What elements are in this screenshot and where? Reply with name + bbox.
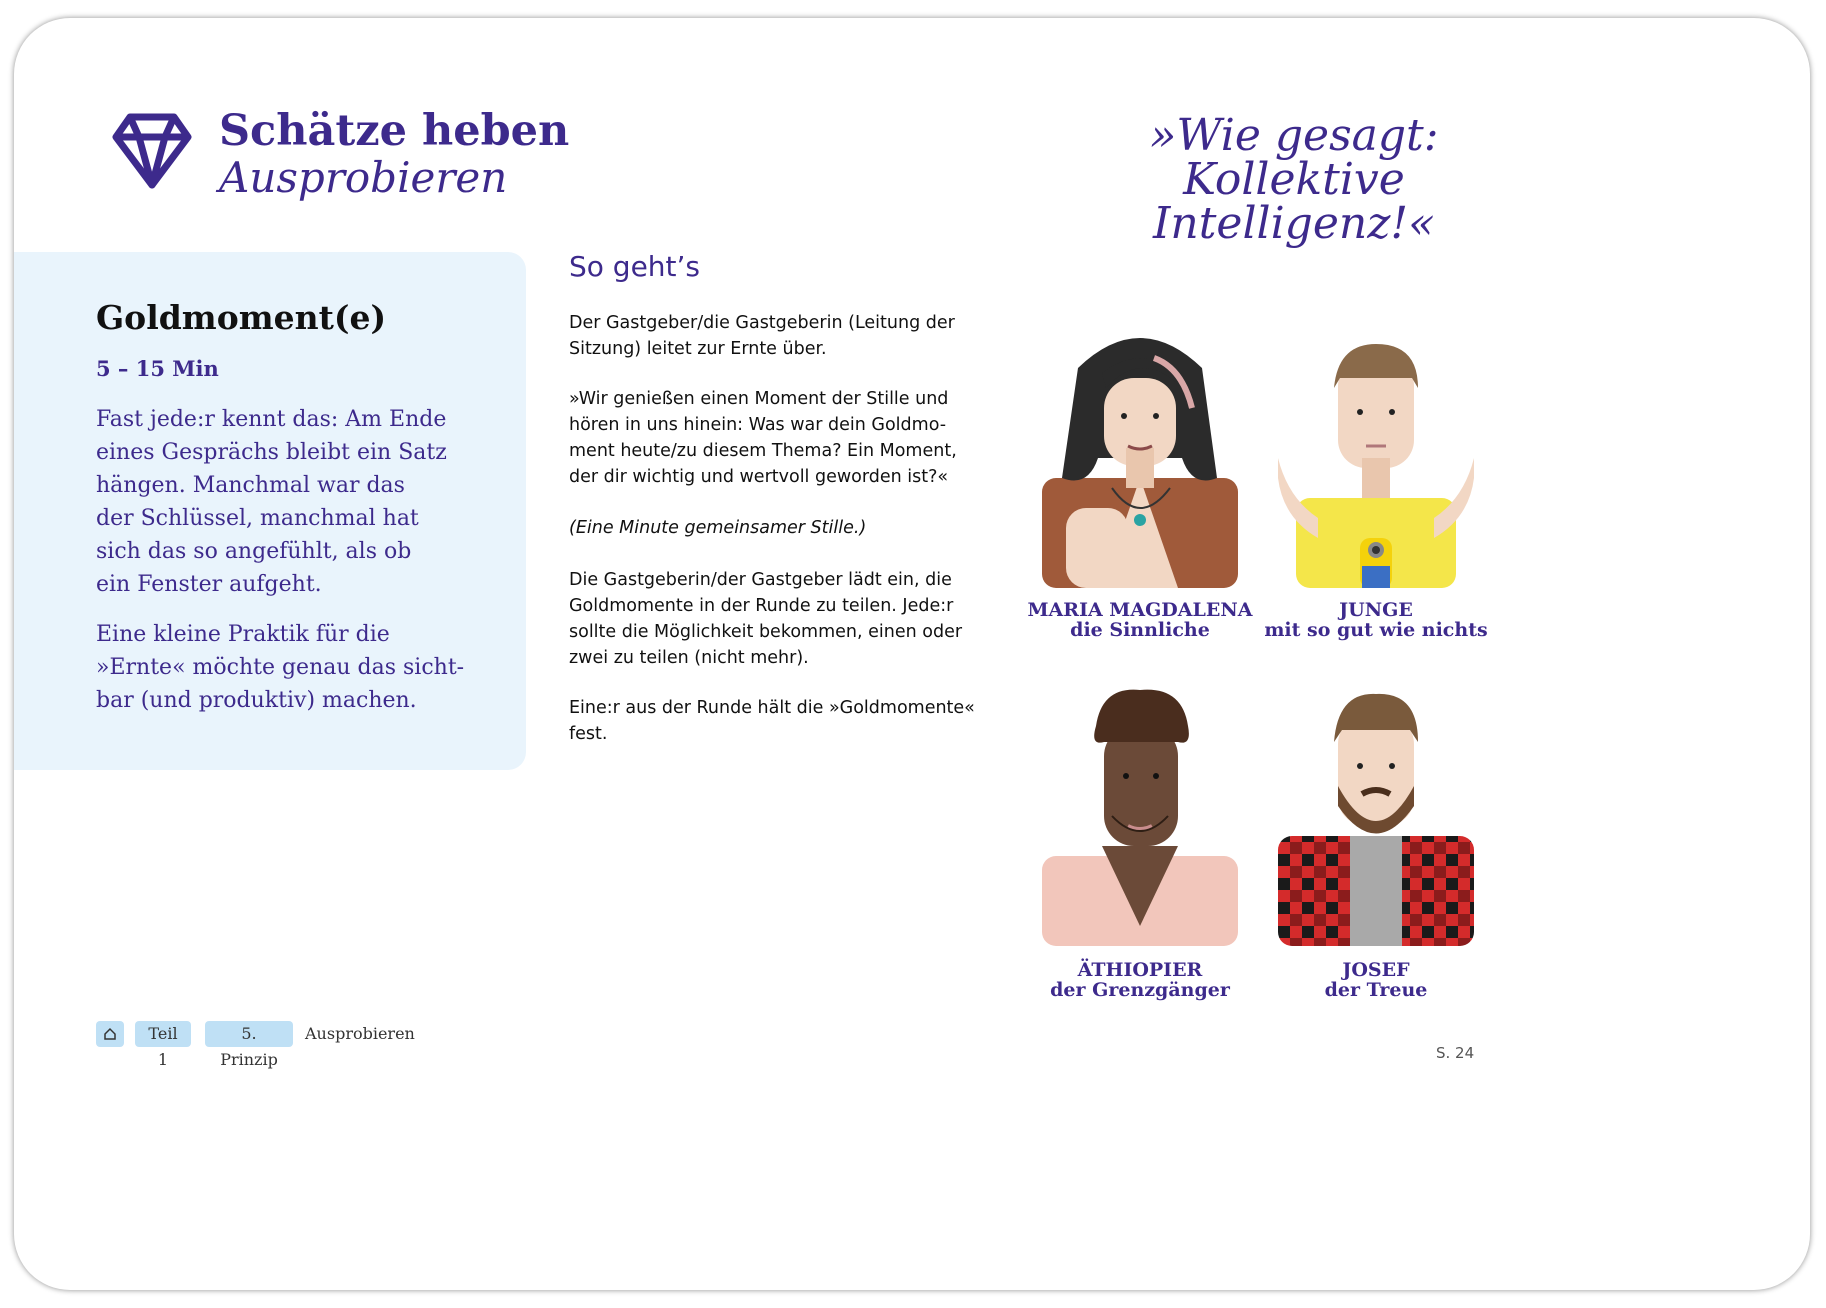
panel-paragraph-1: Fast jede:r kennt das: Am Ende eines Gesprächs bleibt ein Satz hängen. Manchmal war das der Schlüssel, manchmal hat sich das so angefühlt, als ob ein Fenster aufgeht.: [96, 407, 447, 597]
panel-paragraph-2: Eine kleine Praktik für die »Ernte« möchte genau das sicht- bar (und produktiv) machen.: [96, 622, 465, 713]
character-name-4: JOSEF: [1342, 959, 1410, 981]
howto-paragraph-4: Die Gastgeberin/der Gastgeber lädt ein, die Goldmomente in der Runde zu teilen. Jede:r sollte die Möglichkeit bekommen, einen oder zwei zu teilen (nicht mehr).: [569, 570, 963, 668]
howto-paragraph-3: (Eine Minute gemeinsamer Stille.): [569, 518, 867, 538]
page-subtitle: Ausprobieren: [219, 153, 508, 202]
character-name-3: ÄTHIOPIER: [1077, 959, 1203, 981]
character-role-3: der Grenzgänger: [1050, 979, 1230, 1001]
breadcrumb-teil-1[interactable]: Teil 1: [135, 1021, 191, 1047]
aethiopier-portrait: [1042, 686, 1238, 946]
maria-magdalena-portrait: [1042, 328, 1238, 588]
character-role-1: die Sinnliche: [1070, 619, 1210, 641]
breadcrumb-current: Ausprobieren: [305, 1024, 415, 1043]
home-icon: [103, 1027, 117, 1041]
home-button[interactable]: [96, 1021, 124, 1047]
character-role-4: der Treue: [1324, 979, 1428, 1001]
character-name-2: JUNGE: [1339, 599, 1413, 621]
quote-text: »Wie gesagt: Kollektive Intelligenz!«: [1149, 110, 1439, 249]
howto-paragraph-1: Der Gastgeber/die Gastgeberin (Leitung der Sitzung) leitet zur Ernte über.: [569, 313, 955, 359]
page-title: Schätze heben: [219, 106, 570, 156]
panel-title: Goldmoment(e): [96, 298, 387, 337]
duration-label: 5 – 15 Min: [96, 356, 219, 381]
page-card: [14, 18, 1810, 1290]
josef-portrait: [1278, 686, 1474, 946]
diamond-icon: [112, 113, 192, 191]
character-role-2: mit so gut wie nichts: [1264, 619, 1488, 641]
howto-heading: So geht’s: [569, 250, 701, 283]
character-name-1: MARIA MAGDALENA: [1027, 599, 1253, 621]
howto-paragraph-5: Eine:r aus der Runde hält die »Goldmomente« fest.: [569, 698, 975, 744]
breadcrumb-prinzip[interactable]: 5. Prinzip: [205, 1021, 293, 1047]
junge-portrait: [1278, 328, 1474, 588]
howto-paragraph-2: »Wir genießen einen Moment der Stille und hören in uns hinein: Was war dein Goldmo- ment heute/zu diesem Thema? Ein Moment, der dir wichtig und wertvoll geworden ist?«: [569, 389, 957, 487]
page-number: S. 24: [1436, 1044, 1475, 1062]
